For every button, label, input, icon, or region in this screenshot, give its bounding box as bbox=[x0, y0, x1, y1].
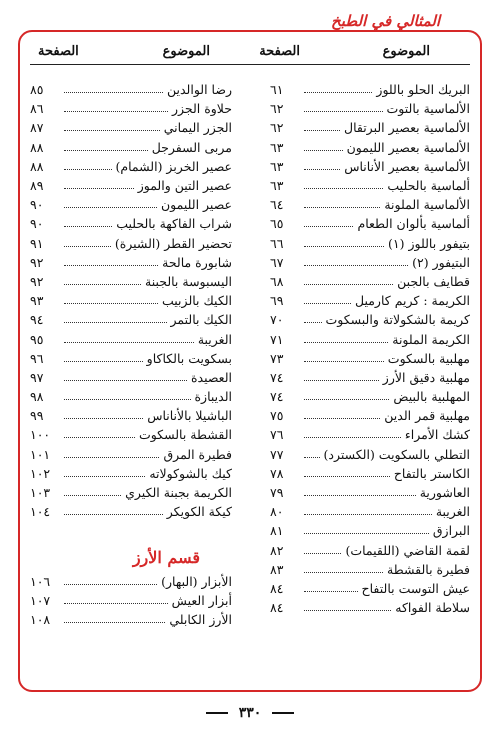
entry-page: ٧٥ bbox=[270, 408, 284, 424]
dot-leader bbox=[64, 284, 141, 285]
toc-entry bbox=[270, 502, 470, 521]
toc-entry bbox=[270, 272, 470, 291]
entry-title: كريمة بالشكولاتة والبسكوت bbox=[325, 312, 470, 328]
entry-page: ٩٩ bbox=[30, 408, 44, 424]
dot-leader bbox=[304, 265, 408, 266]
entry-title: فطيرة بالقشطة bbox=[387, 561, 470, 577]
entry-page: ٨٤ bbox=[270, 580, 284, 596]
toc-entry bbox=[30, 291, 232, 310]
entry-page: ٦٩ bbox=[270, 293, 284, 309]
entry-page: ٦٣ bbox=[270, 178, 284, 194]
dot-leader bbox=[304, 246, 384, 247]
toc-entry bbox=[270, 310, 470, 329]
entry-title: كيكة الكويكر bbox=[166, 504, 232, 520]
entry-title: الغريبة bbox=[435, 504, 470, 520]
entry-page: ٨٢ bbox=[270, 542, 284, 558]
dot-leader bbox=[304, 457, 320, 458]
entry-title: المهلبية بالبيض bbox=[393, 389, 470, 405]
dot-leader bbox=[64, 169, 112, 170]
dot-leader bbox=[64, 418, 143, 419]
dot-leader bbox=[304, 188, 383, 189]
toc-entry bbox=[30, 80, 232, 99]
entry-page: ٩٨ bbox=[30, 389, 44, 405]
entry-page: ١٠٢ bbox=[30, 465, 51, 481]
entry-page: ٨٩ bbox=[30, 178, 44, 194]
dot-leader bbox=[64, 495, 121, 496]
header-subject-left: الموضوع bbox=[162, 44, 210, 59]
dot-leader bbox=[304, 572, 383, 573]
dot-leader bbox=[64, 207, 157, 208]
entry-title: الكيك بالتمر bbox=[170, 312, 232, 328]
entry-page: ٨٨ bbox=[30, 158, 44, 174]
dot-leader bbox=[304, 150, 343, 151]
entry-page: ٦٤ bbox=[270, 197, 284, 213]
dot-leader bbox=[304, 361, 384, 362]
dot-leader bbox=[304, 92, 372, 93]
dot-leader bbox=[64, 476, 145, 477]
entry-title: ألماسية بالحليب bbox=[387, 178, 470, 194]
toc-entry bbox=[270, 579, 470, 598]
footer-dash-left bbox=[206, 712, 228, 714]
toc-entry bbox=[270, 157, 470, 176]
toc-entry bbox=[270, 464, 470, 483]
entry-page: ٨٤ bbox=[270, 600, 284, 616]
entry-title: البتيفور (٢) bbox=[412, 254, 470, 270]
entry-title: ألماسية بألوان الطعام bbox=[357, 216, 470, 232]
entry-page: ٦٣ bbox=[270, 158, 284, 174]
entry-page: ٧٩ bbox=[270, 485, 284, 501]
toc-entry bbox=[270, 368, 470, 387]
entry-title: اليسبوسة بالجبنة bbox=[145, 273, 232, 289]
entry-title: القشطة بالسكوت bbox=[138, 427, 232, 443]
toc-entry bbox=[30, 329, 232, 348]
toc-entry bbox=[30, 310, 232, 329]
dot-leader bbox=[64, 437, 135, 438]
toc-entry bbox=[270, 541, 470, 560]
toc-right-column bbox=[270, 80, 470, 617]
toc-entry bbox=[270, 118, 470, 137]
entry-title: الألماسية بعصير البرتقال bbox=[343, 120, 470, 136]
toc-entry bbox=[30, 195, 232, 214]
dot-leader bbox=[64, 399, 191, 400]
entry-title: عصير التين والموز bbox=[137, 178, 232, 194]
header-page-right: الصفحة bbox=[259, 44, 300, 59]
entry-page: ٩٤ bbox=[30, 312, 44, 328]
toc-entry bbox=[270, 214, 470, 233]
entry-page: ٨٣ bbox=[270, 561, 284, 577]
dot-leader bbox=[304, 437, 401, 438]
entry-title: قطايف بالجبن bbox=[397, 273, 470, 289]
entry-page: ٧٨ bbox=[270, 465, 284, 481]
entry-title: بتيفور باللوز (١) bbox=[387, 235, 470, 251]
entry-page: ٦٥ bbox=[270, 216, 284, 232]
entry-title: الكريمة الملونة bbox=[392, 331, 470, 347]
entry-page: ١٠٣ bbox=[30, 485, 51, 501]
toc-entry bbox=[270, 560, 470, 579]
dot-leader bbox=[304, 591, 358, 592]
dot-leader bbox=[64, 342, 194, 343]
dot-leader bbox=[304, 303, 351, 304]
entry-title: التطلي بالسكويت (الكسترد) bbox=[323, 446, 470, 462]
dot-leader bbox=[64, 188, 134, 189]
dot-leader bbox=[304, 322, 322, 323]
entry-page: ٧٤ bbox=[270, 369, 284, 385]
dot-leader bbox=[304, 111, 383, 112]
entry-title: البريك الحلو باللوز bbox=[376, 82, 470, 98]
entry-title: تحضير القطر (الشيرة) bbox=[114, 235, 232, 251]
toc-entry bbox=[270, 329, 470, 348]
dot-leader bbox=[64, 265, 158, 266]
toc-entry bbox=[270, 598, 470, 617]
entry-page: ٦٢ bbox=[270, 101, 284, 117]
entry-title: الألماسية بعصير الأناناس bbox=[344, 158, 470, 174]
toc-entry bbox=[270, 99, 470, 118]
dot-leader bbox=[64, 514, 163, 515]
entry-page: ٩٦ bbox=[30, 350, 44, 366]
dot-leader bbox=[304, 553, 341, 554]
entry-title: الأبزار (البهار) bbox=[161, 574, 232, 590]
entry-title: شابورة مالحة bbox=[162, 254, 232, 270]
toc-entry bbox=[30, 157, 232, 176]
entry-title: الكريمة بجبنة الكيري bbox=[125, 485, 232, 501]
entry-page: ٧٧ bbox=[270, 446, 284, 462]
header-rule bbox=[30, 64, 470, 65]
entry-page: ٦٧ bbox=[270, 254, 284, 270]
entry-page: ٧٠ bbox=[270, 312, 284, 328]
entry-title: الغريبة bbox=[197, 331, 232, 347]
toc-entry bbox=[30, 464, 232, 483]
entry-page: ٧٦ bbox=[270, 427, 284, 443]
entry-page: ١٠٦ bbox=[30, 574, 51, 590]
dot-leader bbox=[304, 169, 340, 170]
entry-title: الديبازة bbox=[194, 389, 232, 405]
toc-entry bbox=[30, 591, 232, 610]
entry-title: مهلبية بالسكوت bbox=[387, 350, 470, 366]
toc-entry bbox=[270, 483, 470, 502]
toc-entry bbox=[30, 572, 232, 591]
entry-page: ٧١ bbox=[270, 331, 284, 347]
toc-entry bbox=[30, 425, 232, 444]
dot-leader bbox=[64, 92, 163, 93]
entry-page: ١٠٨ bbox=[30, 612, 51, 628]
entry-title: عصير الخربز (الشمام) bbox=[115, 158, 232, 174]
toc-entry bbox=[30, 368, 232, 387]
toc-entry bbox=[270, 138, 470, 157]
entry-title: الأرز الكابلي bbox=[169, 612, 232, 628]
entry-title: البرازق bbox=[432, 523, 470, 539]
dot-leader bbox=[304, 130, 340, 131]
entry-page: ٦٢ bbox=[270, 120, 284, 136]
entry-page: ١٠٤ bbox=[30, 504, 51, 520]
toc-entry bbox=[270, 521, 470, 540]
entry-page: ٨١ bbox=[270, 523, 284, 539]
dot-leader bbox=[304, 610, 391, 611]
toc-entry bbox=[30, 138, 232, 157]
toc-entry bbox=[30, 502, 232, 521]
entry-page: ١٠٠ bbox=[30, 427, 51, 443]
entry-title: الألماسية بالتوت bbox=[386, 101, 470, 117]
toc-entry bbox=[30, 214, 232, 233]
entry-page: ٩٣ bbox=[30, 293, 44, 309]
toc-entry bbox=[30, 176, 232, 195]
toc-entry bbox=[270, 425, 470, 444]
entry-title: عيش التوست بالتفاح bbox=[361, 580, 470, 596]
toc-entry bbox=[270, 291, 470, 310]
entry-page: ٨٠ bbox=[270, 504, 284, 520]
entry-title: شراب الفاكهة بالحليب bbox=[116, 216, 232, 232]
dot-leader bbox=[64, 226, 112, 227]
toc-entry bbox=[270, 176, 470, 195]
dot-leader bbox=[64, 111, 168, 112]
toc-entry bbox=[30, 387, 232, 406]
dot-leader bbox=[304, 284, 393, 285]
entry-title: رضا الوالدين bbox=[166, 82, 232, 98]
entry-page: ٧٣ bbox=[270, 350, 284, 366]
toc-entry bbox=[270, 406, 470, 425]
entry-title: الكريمة : كريم كارميل bbox=[355, 293, 470, 309]
entry-page: ٩١ bbox=[30, 235, 44, 251]
toc-entry bbox=[30, 118, 232, 137]
dot-leader bbox=[64, 457, 159, 458]
dot-leader bbox=[64, 130, 160, 131]
entry-title: الجزر اليماني bbox=[163, 120, 232, 136]
entry-page: ٨٨ bbox=[30, 139, 44, 155]
dot-leader bbox=[64, 322, 167, 323]
dot-leader bbox=[64, 150, 148, 151]
entry-title: مهلبية قمر الدين bbox=[384, 408, 470, 424]
entry-page: ٩٢ bbox=[30, 273, 44, 289]
entry-page: ٩٢ bbox=[30, 254, 44, 270]
dot-leader bbox=[64, 584, 157, 585]
dot-leader bbox=[304, 399, 389, 400]
dot-leader bbox=[304, 380, 379, 381]
entry-title: الألماسية الملونة bbox=[384, 197, 470, 213]
toc-entry bbox=[30, 349, 232, 368]
entry-page: ٩٠ bbox=[30, 216, 44, 232]
entry-page: ٨٧ bbox=[30, 120, 44, 136]
page-footer bbox=[0, 705, 500, 721]
toc-entry bbox=[270, 253, 470, 272]
entry-title: أبزار العيش bbox=[171, 593, 232, 609]
entry-page: ١٠١ bbox=[30, 446, 51, 462]
dot-leader bbox=[304, 514, 432, 515]
dot-leader bbox=[64, 361, 143, 362]
entry-page: ٨٦ bbox=[30, 101, 44, 117]
entry-title: مهلبية دقيق الأرز bbox=[382, 369, 470, 385]
entry-title: فطيرة المرق bbox=[163, 446, 232, 462]
dot-leader bbox=[64, 246, 111, 247]
toc-entry bbox=[30, 483, 232, 502]
dot-leader bbox=[304, 226, 353, 227]
entry-page: ٦٣ bbox=[270, 139, 284, 155]
entry-title: لقمة القاضي (اللقيمات) bbox=[345, 542, 470, 558]
entry-title: العاشورية bbox=[419, 485, 470, 501]
entry-title: حلاوة الجزر bbox=[171, 101, 232, 117]
entry-title: بسكويت بالكاكاو bbox=[146, 350, 232, 366]
dot-leader bbox=[304, 418, 380, 419]
header-page-left: الصفحة bbox=[38, 44, 79, 59]
toc-entry bbox=[270, 445, 470, 464]
entry-title: الألماسية بعصير الليمون bbox=[346, 139, 470, 155]
dot-leader bbox=[64, 603, 168, 604]
entry-title: الكيك بالزبيب bbox=[162, 293, 232, 309]
dot-leader bbox=[304, 207, 380, 208]
entry-title: الباشيلا بالأناناس bbox=[147, 408, 232, 424]
page-number: ٣٣٠ bbox=[238, 705, 262, 721]
entry-page: ٧٤ bbox=[270, 389, 284, 405]
entry-page: ١٠٧ bbox=[30, 593, 51, 609]
entry-title: كشك الأمراء bbox=[404, 427, 470, 443]
entry-page: ٨٥ bbox=[30, 82, 44, 98]
dot-leader bbox=[304, 533, 429, 534]
toc-left-column bbox=[30, 80, 232, 521]
toc-entry bbox=[270, 349, 470, 368]
entry-page: ٦١ bbox=[270, 82, 284, 98]
toc-entry bbox=[30, 610, 232, 629]
toc-rice-list bbox=[30, 572, 232, 630]
dot-leader bbox=[304, 476, 390, 477]
dot-leader bbox=[304, 495, 416, 496]
entry-title: العصيدة bbox=[190, 369, 232, 385]
toc-entry bbox=[30, 445, 232, 464]
footer-dash-right bbox=[272, 712, 294, 714]
dot-leader bbox=[64, 380, 187, 381]
toc-entry bbox=[30, 99, 232, 118]
entry-page: ٦٨ bbox=[270, 273, 284, 289]
entry-page: ٦٦ bbox=[270, 235, 284, 251]
entry-title: مربى السفرجل bbox=[151, 139, 232, 155]
entry-title: عصير الليمون bbox=[161, 197, 232, 213]
toc-entry bbox=[30, 253, 232, 272]
toc-entry bbox=[270, 387, 470, 406]
entry-page: ٩٧ bbox=[30, 369, 44, 385]
entry-title: سلاطة الفواكه bbox=[395, 600, 470, 616]
dot-leader bbox=[304, 342, 388, 343]
toc-entry bbox=[270, 80, 470, 99]
toc-entry bbox=[30, 272, 232, 291]
toc-entry bbox=[270, 234, 470, 253]
header-subject-right: الموضوع bbox=[382, 44, 430, 59]
entry-page: ٩٠ bbox=[30, 197, 44, 213]
toc-entry bbox=[30, 406, 232, 425]
entry-title: الكاستر بالتفاح bbox=[393, 465, 470, 481]
entry-title: كيك بالشوكولاته bbox=[149, 465, 232, 481]
toc-entry bbox=[30, 234, 232, 253]
dot-leader bbox=[64, 303, 158, 304]
dot-leader bbox=[64, 622, 165, 623]
section-title-rice: قسم الأرز bbox=[132, 548, 200, 567]
toc-entry bbox=[270, 195, 470, 214]
entry-page: ٩٥ bbox=[30, 331, 44, 347]
running-header: المثالي في الطبخ bbox=[325, 12, 446, 30]
